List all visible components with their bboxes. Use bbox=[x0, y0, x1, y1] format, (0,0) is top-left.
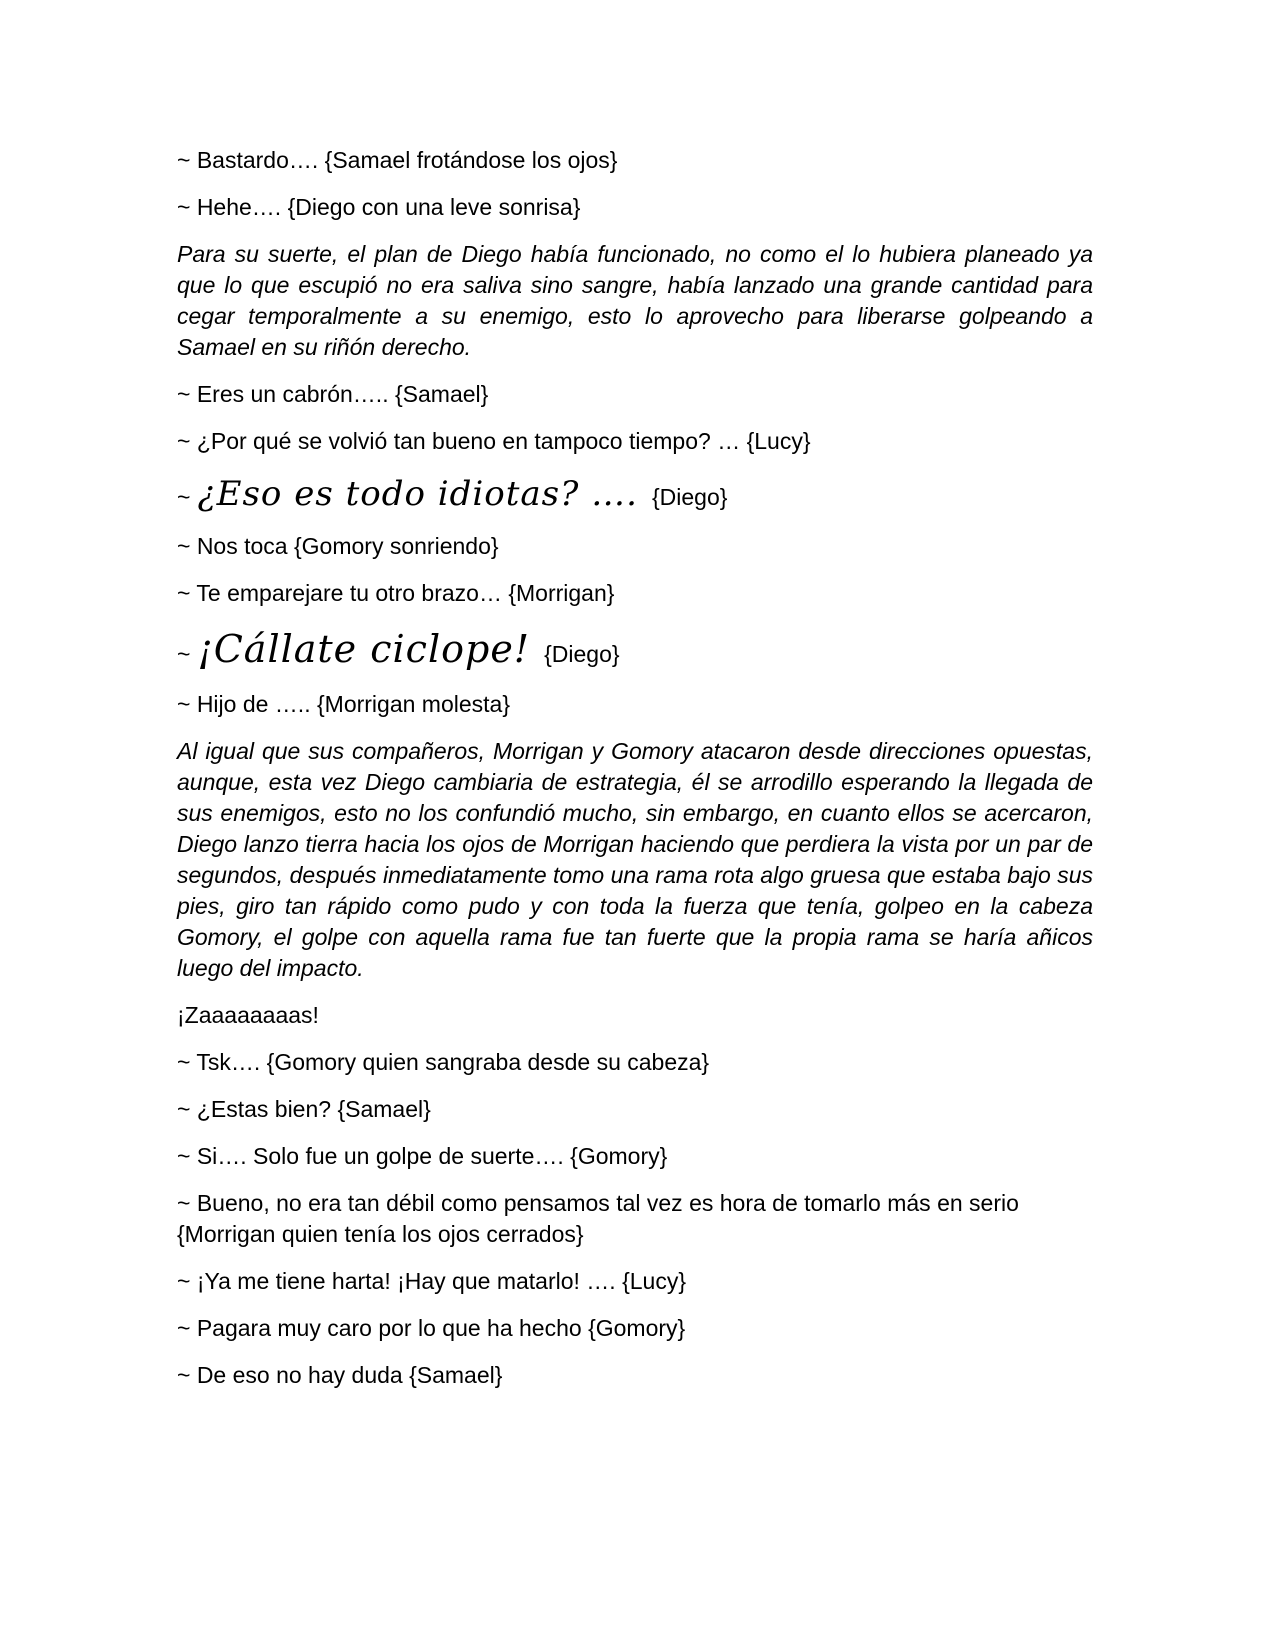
speaker-tag: {Diego} bbox=[544, 641, 620, 667]
shout-line bbox=[177, 625, 1093, 673]
dialogue-line: ~ Te emparejare tu otro brazo… {Morrigan} bbox=[177, 580, 615, 606]
dialogue-line: ~ Nos toca {Gomory sonriendo} bbox=[177, 533, 499, 559]
dialogue-line: ~ Eres un cabrón….. {Samael} bbox=[177, 381, 489, 407]
dialogue-line: ~ ¡Ya me tiene harta! ¡Hay que matarlo! …. {Lucy} bbox=[177, 1268, 687, 1294]
narration-paragraph: Al igual que sus compañeros, Morrigan y Gomory atacaron desde direcciones opuestas, aunque, esta vez Diego cambiaria de estrategia, él se arrodillo esperando la llegada de sus enemigos, esto no los confundió mucho, sin embargo, en cuanto ellos se acercaron, Diego lanzo tierra hacia los ojos de Morrigan haciendo que perdiera la vista por un par de segundos, después inmediatamente tomo una rama rota algo gruesa que estaba bajo sus pies, giro tan rápido como pudo y con toda la fuerza que tenía, golpeo en la cabeza Gomory, el golpe con aquella rama fue tan fuerte que la propia rama se haría añicos luego del impacto. bbox=[177, 738, 1093, 981]
sound-effect: ¡Zaaaaaaaas! bbox=[177, 1002, 319, 1028]
shout-line bbox=[177, 473, 1093, 515]
shout-text: ¿Eso es todo idiotas? …. bbox=[197, 474, 638, 514]
dialogue-line: ~ De eso no hay duda {Samael} bbox=[177, 1362, 503, 1388]
dialogue-line: ~ Hijo de ….. {Morrigan molesta} bbox=[177, 691, 511, 717]
shout-text: ¡Cállate ciclope! bbox=[197, 627, 531, 671]
dialogue-line: ~ ¿Por qué se volvió tan bueno en tampoco tiempo? … {Lucy} bbox=[177, 428, 811, 454]
dialogue-line: ~ Hehe…. {Diego con una leve sonrisa} bbox=[177, 194, 581, 220]
dialogue-line: ~ Pagara muy caro por lo que ha hecho {Gomory} bbox=[177, 1315, 686, 1341]
dialogue-tilde: ~ bbox=[177, 484, 191, 510]
dialogue-tilde: ~ bbox=[177, 641, 191, 667]
dialogue-line: ~ Bastardo…. {Samael frotándose los ojos} bbox=[177, 147, 618, 173]
speaker-tag: {Diego} bbox=[651, 484, 728, 510]
dialogue-line: ~ ¿Estas bien? {Samael} bbox=[177, 1096, 431, 1122]
narration-paragraph: Para su suerte, el plan de Diego había funcionado, no como el lo hubiera planeado ya que lo que escupió no era saliva sino sangre, había lanzado una grande cantidad para cegar temporalmente a su enemigo, esto lo aprovecho para liberarse golpeando a Samael en su riñón derecho. bbox=[177, 241, 1093, 360]
dialogue-line: ~ Bueno, no era tan débil como pensamos tal vez es hora de tomarlo más en serio {Morrigan quien tenía los ojos cerrados} bbox=[177, 1190, 1019, 1247]
dialogue-line: ~ Tsk…. {Gomory quien sangraba desde su cabeza} bbox=[177, 1049, 710, 1075]
story-text bbox=[177, 145, 1093, 1407]
dialogue-line: ~ Si…. Solo fue un golpe de suerte…. {Gomory} bbox=[177, 1143, 668, 1169]
